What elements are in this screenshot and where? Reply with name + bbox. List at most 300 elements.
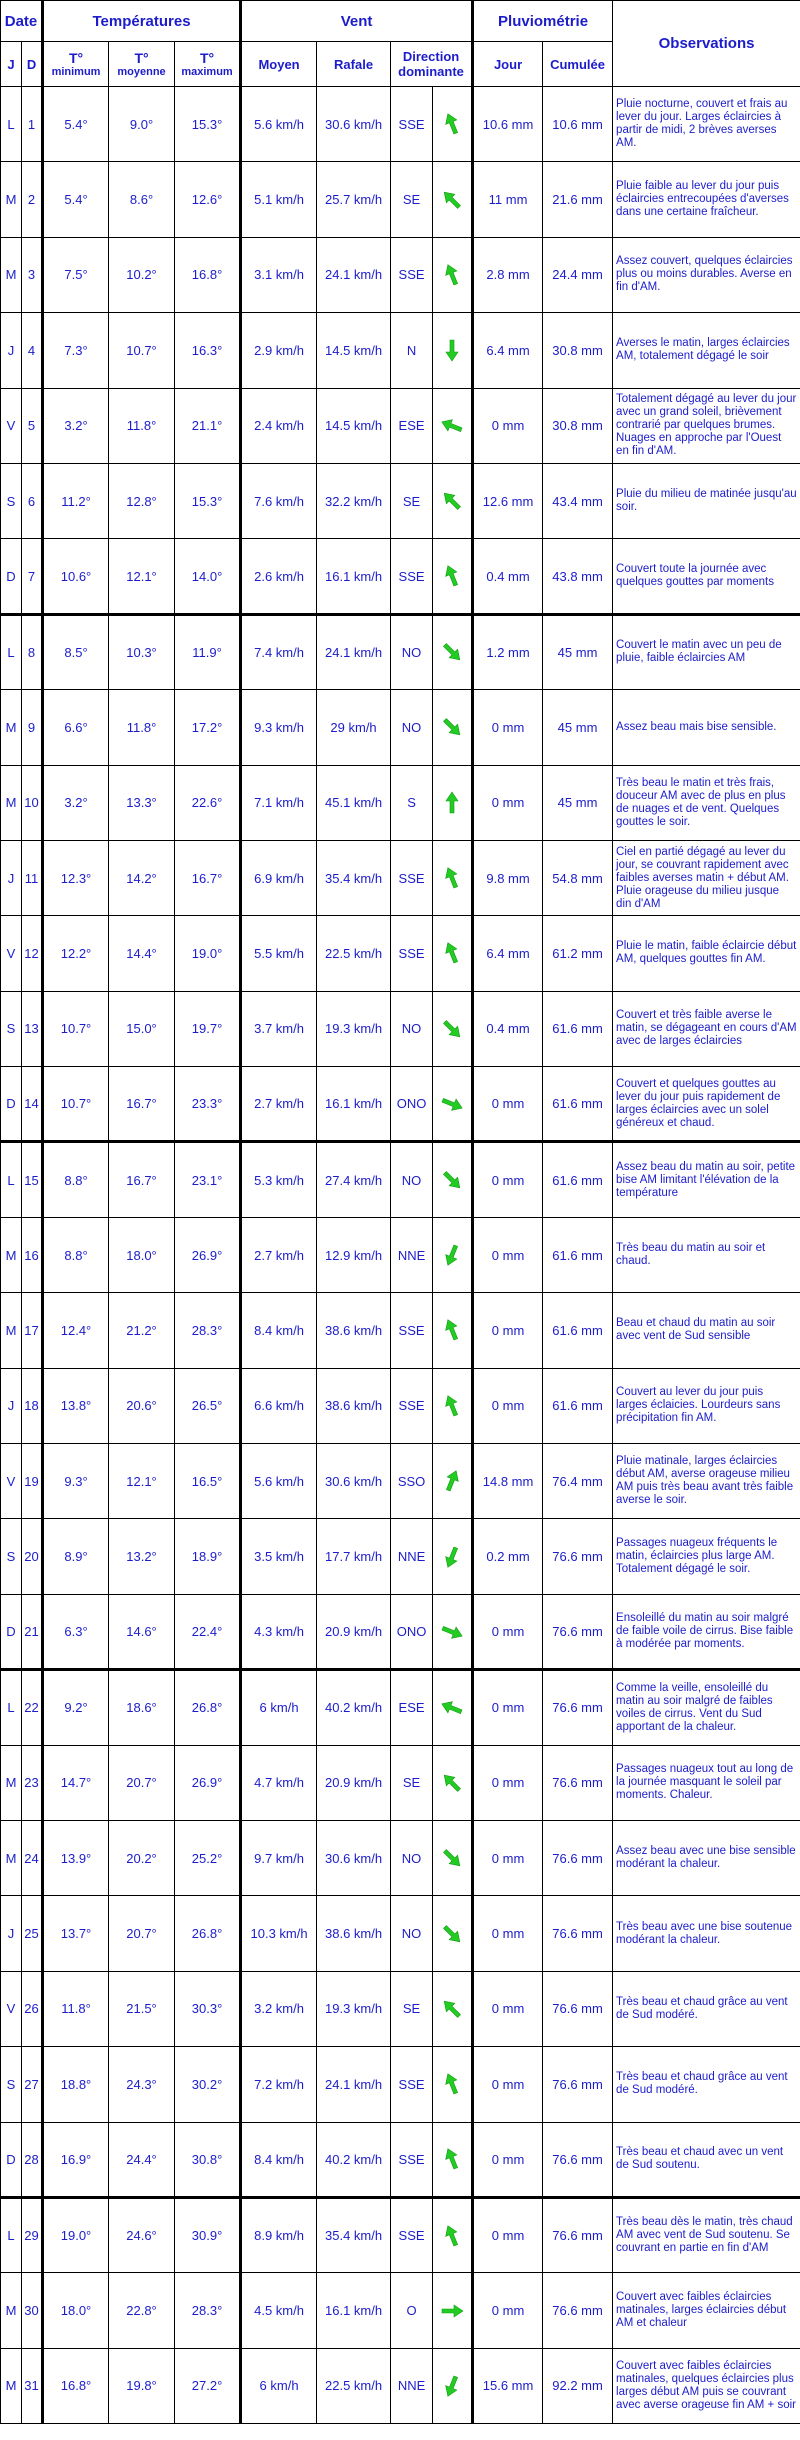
arrow-e-icon bbox=[439, 2298, 465, 2324]
wind-direction-cell: NO bbox=[391, 614, 433, 689]
day-letter-cell: S bbox=[1, 1519, 22, 1594]
day-number-cell: 17 bbox=[22, 1293, 43, 1368]
arrow-ssw-icon bbox=[439, 1544, 465, 1570]
arrow-nnw-icon bbox=[439, 2146, 465, 2172]
arrow-s-icon bbox=[439, 337, 465, 363]
rain-day-cell: 0 mm bbox=[473, 690, 543, 765]
wind-avg-cell: 2.7 km/h bbox=[241, 1217, 317, 1292]
day-letter-cell: D bbox=[1, 1594, 22, 1669]
rain-day-cell: 0 mm bbox=[473, 1971, 543, 2046]
wind-direction-cell: NO bbox=[391, 1820, 433, 1895]
header-rafale: Rafale bbox=[317, 42, 391, 87]
arrow-nw-icon bbox=[439, 1770, 465, 1796]
table-row bbox=[1, 539, 800, 614]
header-tmax bbox=[175, 42, 241, 87]
wind-arrow-cell bbox=[433, 991, 473, 1066]
temp-max-cell: 11.9° bbox=[175, 614, 241, 689]
day-number-cell: 10 bbox=[22, 765, 43, 840]
day-letter-cell: S bbox=[1, 991, 22, 1066]
day-letter-cell: M bbox=[1, 237, 22, 312]
day-letter-cell: L bbox=[1, 614, 22, 689]
rain-day-cell: 0 mm bbox=[473, 765, 543, 840]
day-number-cell: 22 bbox=[22, 1670, 43, 1745]
temp-avg-cell: 13.2° bbox=[109, 1519, 175, 1594]
wind-arrow-cell bbox=[433, 690, 473, 765]
rain-cumul-cell: 43.4 mm bbox=[543, 463, 613, 538]
wind-arrow-cell bbox=[433, 237, 473, 312]
temp-min-cell: 7.3° bbox=[43, 313, 109, 388]
temp-min-cell: 18.8° bbox=[43, 2047, 109, 2122]
header-date: Date bbox=[1, 1, 43, 42]
rain-day-cell: 0 mm bbox=[473, 1217, 543, 1292]
day-letter-cell: M bbox=[1, 1820, 22, 1895]
wind-avg-cell: 5.6 km/h bbox=[241, 1444, 317, 1519]
temp-min-cell: 11.8° bbox=[43, 1971, 109, 2046]
rain-day-cell: 12.6 mm bbox=[473, 463, 543, 538]
table-row bbox=[1, 1519, 800, 1594]
arrow-wnw-icon bbox=[439, 1695, 465, 1721]
wind-avg-cell: 2.4 km/h bbox=[241, 388, 317, 463]
temp-avg-cell: 21.5° bbox=[109, 1971, 175, 2046]
arrow-nw-icon bbox=[439, 488, 465, 514]
wind-arrow-cell bbox=[433, 1067, 473, 1142]
table-row bbox=[1, 1896, 800, 1971]
observation-cell: Très beau et chaud avec un vent de Sud soutenu. bbox=[613, 2122, 800, 2197]
temp-max-cell: 27.2° bbox=[175, 2348, 241, 2423]
rain-day-cell: 0 mm bbox=[473, 1745, 543, 1820]
arrow-nnw-icon bbox=[439, 563, 465, 589]
observation-cell: Couvert avec faibles éclaircies matinales, quelques éclaircies plus larges début AM puis se couvrant avec averse orageuse fin AM + soir bbox=[613, 2348, 800, 2423]
arrow-nw-icon bbox=[439, 187, 465, 213]
temp-min-cell: 16.8° bbox=[43, 2348, 109, 2423]
header-jour: Jour bbox=[473, 42, 543, 87]
table-row bbox=[1, 237, 800, 312]
temp-min-cell: 3.2° bbox=[43, 388, 109, 463]
table-row bbox=[1, 1142, 800, 1217]
rain-cumul-cell: 76.6 mm bbox=[543, 2122, 613, 2197]
wind-direction-cell: N bbox=[391, 313, 433, 388]
day-letter-cell: M bbox=[1, 765, 22, 840]
rain-day-cell: 0 mm bbox=[473, 388, 543, 463]
arrow-se-icon bbox=[439, 1167, 465, 1193]
observation-cell: Totalement dégagé au lever du jour avec un grand soleil, brièvement contrarié par quelques brumes. Nuages en approche par l'Ouest en fin d'AM. bbox=[613, 388, 800, 463]
day-letter-cell: M bbox=[1, 1745, 22, 1820]
observation-cell: Très beau le matin et très frais, douceur AM avec de plus en plus de nuages et de vent. Quelques gouttes le soir. bbox=[613, 765, 800, 840]
day-number-cell: 8 bbox=[22, 614, 43, 689]
day-number-cell: 28 bbox=[22, 2122, 43, 2197]
temp-avg-cell: 14.4° bbox=[109, 916, 175, 991]
wind-arrow-cell bbox=[433, 2348, 473, 2423]
temp-max-cell: 21.1° bbox=[175, 388, 241, 463]
day-number-cell: 9 bbox=[22, 690, 43, 765]
day-number-cell: 4 bbox=[22, 313, 43, 388]
rain-day-cell: 6.4 mm bbox=[473, 313, 543, 388]
arrow-ese-icon bbox=[439, 1619, 465, 1645]
temp-max-cell: 28.3° bbox=[175, 2273, 241, 2348]
arrow-ssw-icon bbox=[439, 1242, 465, 1268]
wind-arrow-cell bbox=[433, 1293, 473, 1368]
temp-min-cell: 12.3° bbox=[43, 840, 109, 915]
wind-gust-cell: 19.3 km/h bbox=[317, 991, 391, 1066]
temp-max-cell: 30.3° bbox=[175, 1971, 241, 2046]
wind-arrow-cell bbox=[433, 1368, 473, 1443]
wind-direction-cell: SSE bbox=[391, 1368, 433, 1443]
temp-avg-cell: 18.0° bbox=[109, 1217, 175, 1292]
observation-cell: Couvert et très faible averse le matin, se dégageant en cours d'AM avec de larges éclaircies bbox=[613, 991, 800, 1066]
wind-avg-cell: 3.7 km/h bbox=[241, 991, 317, 1066]
rain-cumul-cell: 45 mm bbox=[543, 614, 613, 689]
temp-avg-cell: 16.7° bbox=[109, 1067, 175, 1142]
wind-arrow-cell bbox=[433, 87, 473, 162]
table-row bbox=[1, 2122, 800, 2197]
temp-min-cell: 7.5° bbox=[43, 237, 109, 312]
observation-cell: Assez beau mais bise sensible. bbox=[613, 690, 800, 765]
rain-cumul-cell: 76.6 mm bbox=[543, 2197, 613, 2272]
table-row bbox=[1, 1594, 800, 1669]
wind-direction-cell: NNE bbox=[391, 1519, 433, 1594]
wind-arrow-cell bbox=[433, 1670, 473, 1745]
temp-min-cell: 10.7° bbox=[43, 1067, 109, 1142]
observation-cell: Très beau avec une bise soutenue modérant la chaleur. bbox=[613, 1896, 800, 1971]
rain-cumul-cell: 76.6 mm bbox=[543, 2047, 613, 2122]
day-letter-cell: V bbox=[1, 1444, 22, 1519]
table-row bbox=[1, 2348, 800, 2423]
wind-gust-cell: 24.1 km/h bbox=[317, 2047, 391, 2122]
table-row bbox=[1, 1217, 800, 1292]
temp-max-cell: 26.9° bbox=[175, 1217, 241, 1292]
temp-avg-cell: 9.0° bbox=[109, 87, 175, 162]
table-row bbox=[1, 1971, 800, 2046]
temp-avg-cell: 11.8° bbox=[109, 388, 175, 463]
temp-max-cell: 22.4° bbox=[175, 1594, 241, 1669]
arrow-se-icon bbox=[439, 1016, 465, 1042]
table-row bbox=[1, 1293, 800, 1368]
header-d: D bbox=[22, 42, 43, 87]
rain-cumul-cell: 43.8 mm bbox=[543, 539, 613, 614]
day-letter-cell: L bbox=[1, 87, 22, 162]
observation-cell: Pluie matinale, larges éclaircies début AM, averse orageuse milieu AM puis très beau avant très faible averse le soir. bbox=[613, 1444, 800, 1519]
wind-gust-cell: 38.6 km/h bbox=[317, 1896, 391, 1971]
temp-avg-cell: 11.8° bbox=[109, 690, 175, 765]
wind-direction-cell: NNE bbox=[391, 1217, 433, 1292]
table-row bbox=[1, 463, 800, 538]
day-number-cell: 18 bbox=[22, 1368, 43, 1443]
day-letter-cell: L bbox=[1, 1142, 22, 1217]
temp-max-cell: 30.8° bbox=[175, 2122, 241, 2197]
day-number-cell: 19 bbox=[22, 1444, 43, 1519]
wind-arrow-cell bbox=[433, 614, 473, 689]
observation-cell: Couvert au lever du jour puis larges éclaicies. Lourdeurs sans précipitation fin AM. bbox=[613, 1368, 800, 1443]
table-row bbox=[1, 614, 800, 689]
wind-gust-cell: 29 km/h bbox=[317, 690, 391, 765]
temp-max-cell: 16.5° bbox=[175, 1444, 241, 1519]
day-letter-cell: J bbox=[1, 1368, 22, 1443]
rain-day-cell: 9.8 mm bbox=[473, 840, 543, 915]
temp-max-cell: 15.3° bbox=[175, 87, 241, 162]
arrow-nnw-icon bbox=[439, 940, 465, 966]
wind-gust-cell: 16.1 km/h bbox=[317, 2273, 391, 2348]
table-row bbox=[1, 388, 800, 463]
temp-avg-cell: 10.3° bbox=[109, 614, 175, 689]
wind-direction-cell: NO bbox=[391, 991, 433, 1066]
wind-avg-cell: 4.5 km/h bbox=[241, 2273, 317, 2348]
temp-avg-cell: 12.8° bbox=[109, 463, 175, 538]
temp-avg-cell: 24.3° bbox=[109, 2047, 175, 2122]
wind-avg-cell: 5.3 km/h bbox=[241, 1142, 317, 1217]
temp-min-cell: 13.7° bbox=[43, 1896, 109, 1971]
header-tmoy-sub: moyenne bbox=[117, 65, 166, 78]
wind-avg-cell: 8.9 km/h bbox=[241, 2197, 317, 2272]
temp-avg-cell: 18.6° bbox=[109, 1670, 175, 1745]
temp-min-cell: 11.2° bbox=[43, 463, 109, 538]
temp-avg-cell: 16.7° bbox=[109, 1142, 175, 1217]
arrow-nne-icon bbox=[439, 1468, 465, 1494]
wind-avg-cell: 2.7 km/h bbox=[241, 1067, 317, 1142]
rain-cumul-cell: 76.6 mm bbox=[543, 1820, 613, 1895]
day-letter-cell: M bbox=[1, 2273, 22, 2348]
temp-avg-cell: 21.2° bbox=[109, 1293, 175, 1368]
wind-arrow-cell bbox=[433, 1896, 473, 1971]
day-letter-cell: M bbox=[1, 2348, 22, 2423]
temp-avg-cell: 20.7° bbox=[109, 1896, 175, 1971]
wind-gust-cell: 14.5 km/h bbox=[317, 313, 391, 388]
wind-arrow-cell bbox=[433, 1142, 473, 1217]
rain-day-cell: 0.2 mm bbox=[473, 1519, 543, 1594]
wind-direction-cell: SSO bbox=[391, 1444, 433, 1519]
temp-min-cell: 13.9° bbox=[43, 1820, 109, 1895]
rain-cumul-cell: 61.2 mm bbox=[543, 916, 613, 991]
day-number-cell: 2 bbox=[22, 162, 43, 237]
arrow-se-icon bbox=[439, 1845, 465, 1871]
temp-min-cell: 9.3° bbox=[43, 1444, 109, 1519]
day-number-cell: 27 bbox=[22, 2047, 43, 2122]
rain-day-cell: 6.4 mm bbox=[473, 916, 543, 991]
temp-max-cell: 16.3° bbox=[175, 313, 241, 388]
rain-cumul-cell: 76.6 mm bbox=[543, 1971, 613, 2046]
day-number-cell: 15 bbox=[22, 1142, 43, 1217]
wind-avg-cell: 4.7 km/h bbox=[241, 1745, 317, 1820]
day-letter-cell: M bbox=[1, 162, 22, 237]
temp-avg-cell: 20.6° bbox=[109, 1368, 175, 1443]
observation-cell: Pluie du milieu de matinée jusqu'au soir. bbox=[613, 463, 800, 538]
wind-arrow-cell bbox=[433, 2197, 473, 2272]
temp-min-cell: 19.0° bbox=[43, 2197, 109, 2272]
wind-gust-cell: 40.2 km/h bbox=[317, 2122, 391, 2197]
day-letter-cell: V bbox=[1, 1971, 22, 2046]
wind-direction-cell: NO bbox=[391, 690, 433, 765]
wind-direction-cell: O bbox=[391, 2273, 433, 2348]
wind-arrow-cell bbox=[433, 388, 473, 463]
day-letter-cell: J bbox=[1, 840, 22, 915]
observation-cell: Pluie nocturne, couvert et frais au lever du jour. Larges éclaircies à partir de midi, 2 brèves averses AM. bbox=[613, 87, 800, 162]
temp-avg-cell: 19.8° bbox=[109, 2348, 175, 2423]
wind-arrow-cell bbox=[433, 1217, 473, 1292]
day-number-cell: 24 bbox=[22, 1820, 43, 1895]
table-row bbox=[1, 2197, 800, 2272]
day-letter-cell: S bbox=[1, 463, 22, 538]
temp-min-cell: 9.2° bbox=[43, 1670, 109, 1745]
wind-arrow-cell bbox=[433, 1971, 473, 2046]
observation-cell: Passages nuageux tout au long de la journée masquant le soleil par moments. Chaleur. bbox=[613, 1745, 800, 1820]
wind-gust-cell: 22.5 km/h bbox=[317, 916, 391, 991]
temp-avg-cell: 24.6° bbox=[109, 2197, 175, 2272]
temp-avg-cell: 20.7° bbox=[109, 1745, 175, 1820]
rain-day-cell: 1.2 mm bbox=[473, 614, 543, 689]
temp-max-cell: 18.9° bbox=[175, 1519, 241, 1594]
table-row bbox=[1, 2273, 800, 2348]
rain-cumul-cell: 61.6 mm bbox=[543, 1368, 613, 1443]
table-row bbox=[1, 87, 800, 162]
temp-min-cell: 10.7° bbox=[43, 991, 109, 1066]
rain-cumul-cell: 76.6 mm bbox=[543, 1594, 613, 1669]
table-row bbox=[1, 1745, 800, 1820]
wind-gust-cell: 22.5 km/h bbox=[317, 2348, 391, 2423]
rain-day-cell: 0 mm bbox=[473, 1142, 543, 1217]
arrow-se-icon bbox=[439, 714, 465, 740]
wind-direction-cell: SSE bbox=[391, 87, 433, 162]
wind-gust-cell: 40.2 km/h bbox=[317, 1670, 391, 1745]
day-number-cell: 5 bbox=[22, 388, 43, 463]
wind-arrow-cell bbox=[433, 916, 473, 991]
temp-avg-cell: 24.4° bbox=[109, 2122, 175, 2197]
wind-arrow-cell bbox=[433, 765, 473, 840]
rain-day-cell: 10.6 mm bbox=[473, 87, 543, 162]
rain-cumul-cell: 45 mm bbox=[543, 765, 613, 840]
temp-min-cell: 5.4° bbox=[43, 87, 109, 162]
header-tmin bbox=[43, 42, 109, 87]
temp-avg-cell: 13.3° bbox=[109, 765, 175, 840]
temp-min-cell: 10.6° bbox=[43, 539, 109, 614]
rain-cumul-cell: 76.6 mm bbox=[543, 1670, 613, 1745]
wind-gust-cell: 38.6 km/h bbox=[317, 1293, 391, 1368]
temp-min-cell: 8.8° bbox=[43, 1142, 109, 1217]
wind-gust-cell: 30.6 km/h bbox=[317, 1820, 391, 1895]
rain-cumul-cell: 61.6 mm bbox=[543, 1217, 613, 1292]
wind-gust-cell: 30.6 km/h bbox=[317, 87, 391, 162]
rain-cumul-cell: 61.6 mm bbox=[543, 1067, 613, 1142]
wind-avg-cell: 4.3 km/h bbox=[241, 1594, 317, 1669]
wind-gust-cell: 24.1 km/h bbox=[317, 614, 391, 689]
wind-avg-cell: 5.6 km/h bbox=[241, 87, 317, 162]
wind-gust-cell: 16.1 km/h bbox=[317, 1067, 391, 1142]
observation-cell: Très beau et chaud grâce au vent de Sud modéré. bbox=[613, 2047, 800, 2122]
wind-arrow-cell bbox=[433, 2047, 473, 2122]
wind-direction-cell: SSE bbox=[391, 2122, 433, 2197]
temp-min-cell: 8.9° bbox=[43, 1519, 109, 1594]
wind-avg-cell: 2.6 km/h bbox=[241, 539, 317, 614]
temp-avg-cell: 8.6° bbox=[109, 162, 175, 237]
day-letter-cell: D bbox=[1, 539, 22, 614]
rain-day-cell: 0 mm bbox=[473, 1594, 543, 1669]
rain-cumul-cell: 24.4 mm bbox=[543, 237, 613, 312]
observation-cell: Très beau dès le matin, très chaud AM avec vent de Sud soutenu. Se couvrant en partie en fin d'AM bbox=[613, 2197, 800, 2272]
header-j: J bbox=[1, 42, 22, 87]
arrow-nnw-icon bbox=[439, 865, 465, 891]
observation-cell: Beau et chaud du matin au soir avec vent de Sud sensible bbox=[613, 1293, 800, 1368]
rain-day-cell: 0 mm bbox=[473, 2197, 543, 2272]
rain-cumul-cell: 76.4 mm bbox=[543, 1444, 613, 1519]
rain-day-cell: 0.4 mm bbox=[473, 991, 543, 1066]
temp-min-cell: 5.4° bbox=[43, 162, 109, 237]
wind-gust-cell: 19.3 km/h bbox=[317, 1971, 391, 2046]
temp-min-cell: 16.9° bbox=[43, 2122, 109, 2197]
wind-direction-cell: ESE bbox=[391, 388, 433, 463]
wind-arrow-cell bbox=[433, 1444, 473, 1519]
day-number-cell: 26 bbox=[22, 1971, 43, 2046]
day-letter-cell: J bbox=[1, 1896, 22, 1971]
wind-arrow-cell bbox=[433, 539, 473, 614]
rain-cumul-cell: 10.6 mm bbox=[543, 87, 613, 162]
temp-avg-cell: 14.2° bbox=[109, 840, 175, 915]
wind-direction-cell: SSE bbox=[391, 916, 433, 991]
wind-direction-cell: SSE bbox=[391, 539, 433, 614]
observation-cell: Couvert toute la journée avec quelques gouttes par moments bbox=[613, 539, 800, 614]
day-letter-cell: L bbox=[1, 1670, 22, 1745]
day-letter-cell: M bbox=[1, 1293, 22, 1368]
rain-cumul-cell: 45 mm bbox=[543, 690, 613, 765]
arrow-ese-icon bbox=[439, 1091, 465, 1117]
rain-day-cell: 0 mm bbox=[473, 2273, 543, 2348]
header-tmoy-main: T° bbox=[134, 49, 149, 66]
wind-arrow-cell bbox=[433, 162, 473, 237]
wind-avg-cell: 3.5 km/h bbox=[241, 1519, 317, 1594]
rain-cumul-cell: 21.6 mm bbox=[543, 162, 613, 237]
observation-cell: Très beau du matin au soir et chaud. bbox=[613, 1217, 800, 1292]
temp-avg-cell: 12.1° bbox=[109, 1444, 175, 1519]
rain-day-cell: 0 mm bbox=[473, 1293, 543, 1368]
day-number-cell: 14 bbox=[22, 1067, 43, 1142]
temp-max-cell: 15.3° bbox=[175, 463, 241, 538]
wind-avg-cell: 10.3 km/h bbox=[241, 1896, 317, 1971]
temp-min-cell: 6.3° bbox=[43, 1594, 109, 1669]
wind-avg-cell: 6 km/h bbox=[241, 1670, 317, 1745]
wind-arrow-cell bbox=[433, 2273, 473, 2348]
temp-min-cell: 12.2° bbox=[43, 916, 109, 991]
day-number-cell: 20 bbox=[22, 1519, 43, 1594]
wind-avg-cell: 9.7 km/h bbox=[241, 1820, 317, 1895]
observation-cell: Comme la veille, ensoleillé du matin au soir malgré de faibles voiles de cirrus. Vent du Sud apportant de la chaleur. bbox=[613, 1670, 800, 1745]
rain-cumul-cell: 61.6 mm bbox=[543, 991, 613, 1066]
temp-max-cell: 12.6° bbox=[175, 162, 241, 237]
wind-direction-cell: SSE bbox=[391, 1293, 433, 1368]
table-row bbox=[1, 1820, 800, 1895]
wind-direction-cell: NNE bbox=[391, 2348, 433, 2423]
table-row bbox=[1, 1670, 800, 1745]
day-letter-cell: D bbox=[1, 2122, 22, 2197]
temp-max-cell: 19.0° bbox=[175, 916, 241, 991]
temp-min-cell: 13.8° bbox=[43, 1368, 109, 1443]
header-moyen: Moyen bbox=[241, 42, 317, 87]
wind-arrow-cell bbox=[433, 313, 473, 388]
temp-max-cell: 28.3° bbox=[175, 1293, 241, 1368]
wind-arrow-cell bbox=[433, 1745, 473, 1820]
table-row bbox=[1, 2047, 800, 2122]
day-letter-cell: V bbox=[1, 388, 22, 463]
wind-avg-cell: 2.9 km/h bbox=[241, 313, 317, 388]
wind-avg-cell: 6.9 km/h bbox=[241, 840, 317, 915]
observation-cell: Couvert le matin avec un peu de pluie, faible éclaircies AM bbox=[613, 614, 800, 689]
day-number-cell: 21 bbox=[22, 1594, 43, 1669]
day-number-cell: 23 bbox=[22, 1745, 43, 1820]
arrow-wnw-icon bbox=[439, 413, 465, 439]
wind-arrow-cell bbox=[433, 840, 473, 915]
header-tmoy bbox=[109, 42, 175, 87]
wind-avg-cell: 3.1 km/h bbox=[241, 237, 317, 312]
wind-gust-cell: 35.4 km/h bbox=[317, 2197, 391, 2272]
day-number-cell: 16 bbox=[22, 1217, 43, 1292]
wind-avg-cell: 7.1 km/h bbox=[241, 765, 317, 840]
day-letter-cell: S bbox=[1, 2047, 22, 2122]
